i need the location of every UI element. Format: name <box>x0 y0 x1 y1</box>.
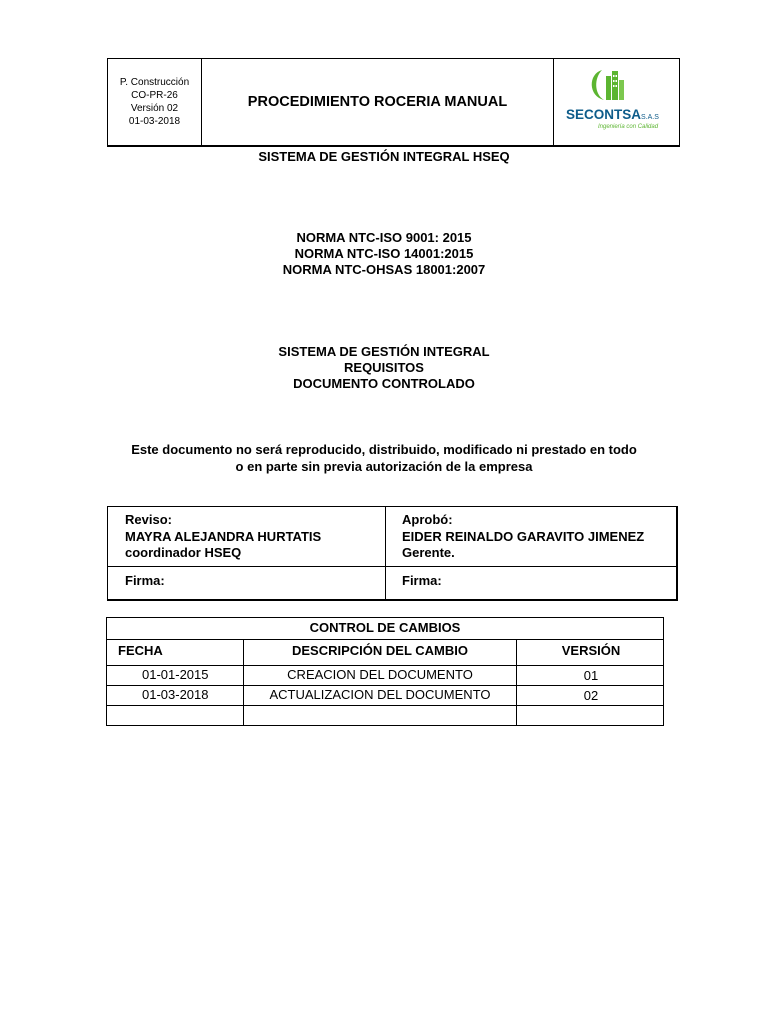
notice-line: o en parte sin previa autorización de la empresa <box>235 459 533 474</box>
column-header: DESCRIPCIÓN DEL CAMBIO <box>292 643 468 658</box>
secontsa-logo-icon <box>562 62 672 142</box>
signature-right: Firma: <box>402 573 442 588</box>
signature-left: Firma: <box>125 573 165 588</box>
requirements-line: SISTEMA DE GESTIÓN INTEGRAL <box>278 344 490 359</box>
approver-role: Gerente. <box>402 545 455 560</box>
notice-line: Este documento no será reproducido, distribuido, modificado ni prestado en todo <box>131 442 637 457</box>
logo-suffix: S.A.S <box>640 114 659 121</box>
table-divider <box>107 705 663 706</box>
norm-line: NORMA NTC-ISO 9001: 2015 <box>296 230 472 245</box>
row-version: 01 <box>583 668 599 683</box>
row-date: 01-01-2015 <box>142 667 209 682</box>
reviewer-cell <box>125 512 321 562</box>
column-header: FECHA <box>118 643 163 658</box>
approved-label: Aprobó: <box>402 512 453 527</box>
doc-area: P. Construcción <box>119 77 190 88</box>
logo-tagline: Ingeniería con Calidad <box>597 124 658 130</box>
approver-cell <box>402 512 644 562</box>
company-logo <box>554 59 679 145</box>
table-divider <box>107 639 663 640</box>
doc-code: CO-PR-26 <box>131 90 178 101</box>
doc-date: 01-03-2018 <box>128 116 181 127</box>
reviewer-role: coordinador HSEQ <box>125 545 242 560</box>
approver-name: EIDER REINALDO GARAVITO JIMENEZ <box>402 528 645 544</box>
row-date: 01-03-2018 <box>142 687 209 702</box>
row-description: CREACION DEL DOCUMENTO <box>287 667 473 682</box>
changes-title: CONTROL DE CAMBIOS <box>309 620 461 635</box>
document-header <box>107 58 680 147</box>
reviewer-name: MAYRA ALEJANDRA HURTATIS <box>125 528 322 544</box>
table-divider <box>107 665 663 666</box>
logo-name: SECONTSA <box>565 107 641 122</box>
system-title: SISTEMA DE GESTIÓN INTEGRAL HSEQ <box>258 149 510 164</box>
changes-table <box>106 617 664 726</box>
approval-table <box>107 506 678 601</box>
requirements-line: DOCUMENTO CONTROLADO <box>293 376 475 391</box>
doc-version: Versión 02 <box>130 103 179 114</box>
table-divider <box>107 685 663 686</box>
row-version: 02 <box>583 688 599 703</box>
requirements-line: REQUISITOS <box>344 360 424 375</box>
table-divider <box>385 507 386 599</box>
document-title: PROCEDIMIENTO ROCERIA MANUAL <box>202 59 554 145</box>
row-description: ACTUALIZACION DEL DOCUMENTO <box>269 687 491 702</box>
document-control-info <box>108 59 202 145</box>
norm-line: NORMA NTC-ISO 14001:2015 <box>294 246 474 261</box>
table-divider <box>108 566 676 567</box>
column-header: VERSIÓN <box>561 643 621 658</box>
norm-line: NORMA NTC-OHSAS 18001:2007 <box>282 262 486 277</box>
reviewed-label: Reviso: <box>125 512 172 527</box>
